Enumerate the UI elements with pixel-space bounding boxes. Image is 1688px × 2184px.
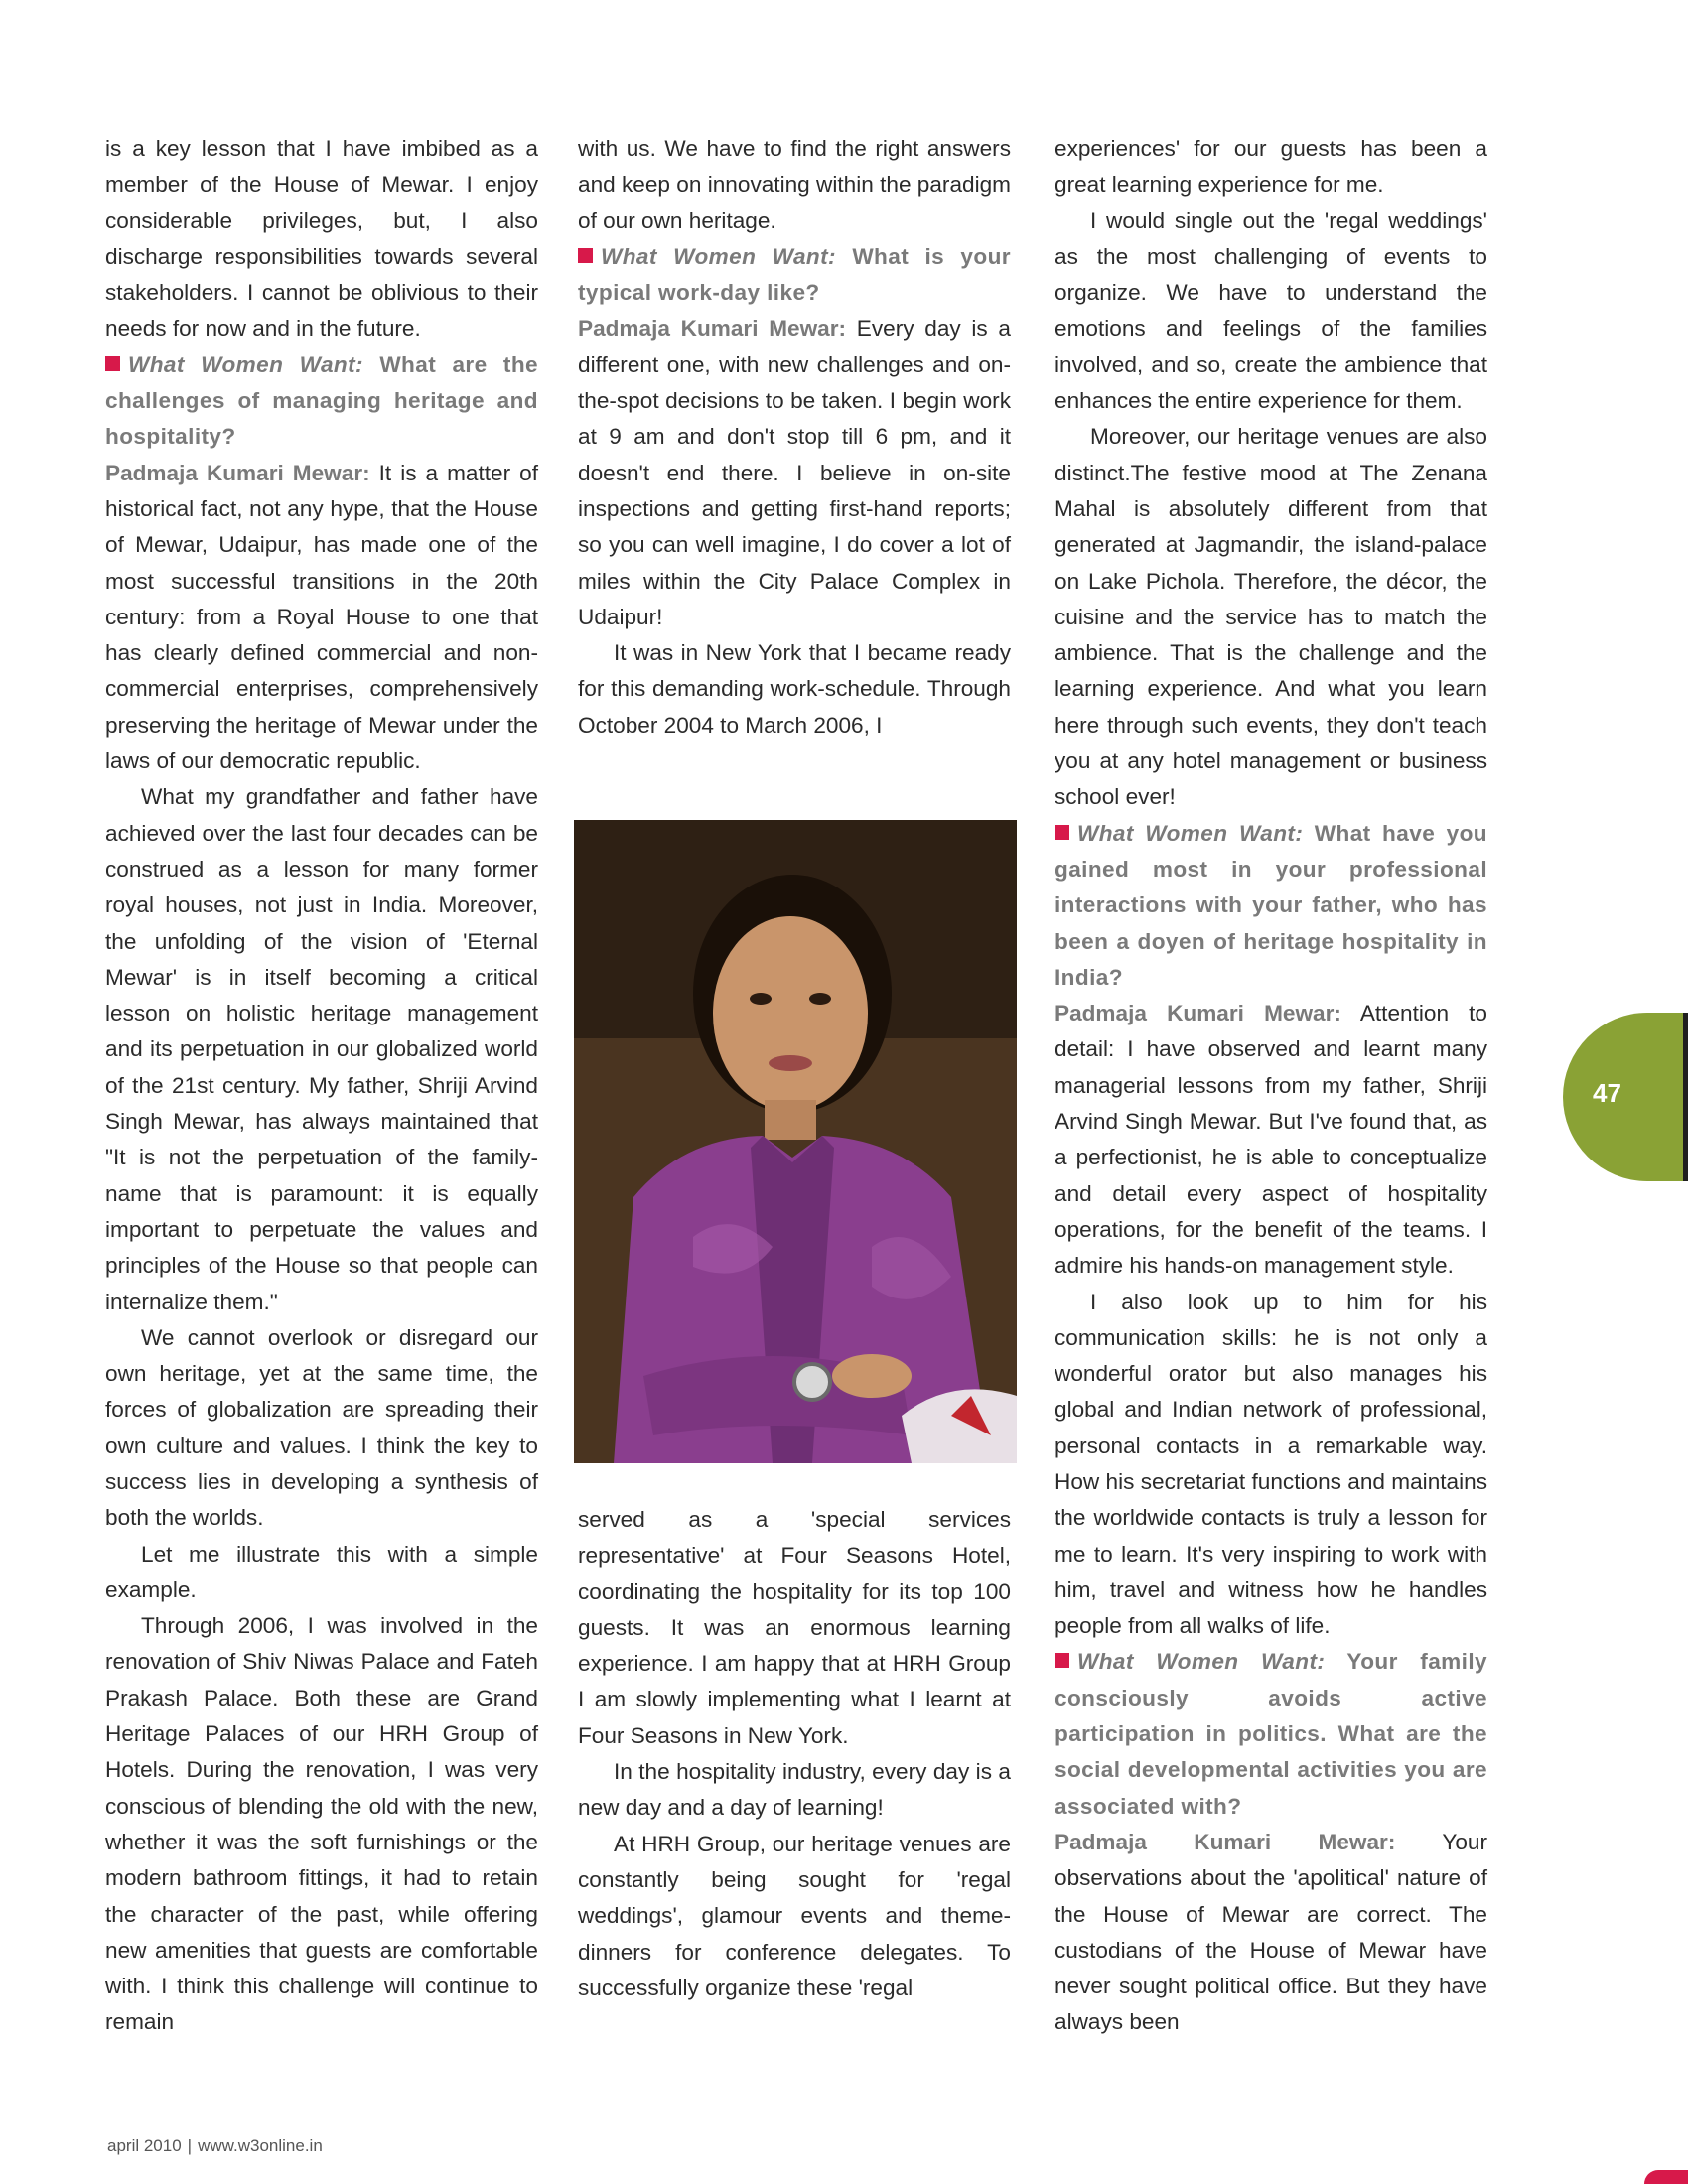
paragraph: is a key lesson that I have imbibed as a member of the House of Mewar. I enjoy considerable privileges, but, I also discharge responsibilities towards several stakeholders. I cannot be oblivious to their needs for now and in the future. <box>105 136 538 341</box>
bullet-square-icon <box>1055 1653 1069 1668</box>
interview-question <box>105 347 538 456</box>
portrait-illustration <box>574 820 1017 1463</box>
interview-question <box>578 239 1011 312</box>
question-brand: What Women Want: <box>1077 820 1304 846</box>
question-brand: What Women Want: <box>1077 1649 1326 1675</box>
issue-date: april 2010 <box>107 2136 182 2155</box>
speaker-label: Padmaja Kumari Mewar: <box>1055 1001 1341 1026</box>
question-brand: What Women Want: <box>601 243 836 269</box>
paragraph: Let me illustrate this with a simple example. <box>105 1541 538 1602</box>
paragraph: What my grandfather and father have achieved over the last four decades can be construed as a lesson for many former royal houses, not just in India. Moreover, the unfolding of the vision of 'Eternal Mewar' is in itself becoming a critical lesson on holistic heritage management and its perpetuation in our globalized world of the 21st century. My father, Shriji Arvind Singh Mewar, has always maintained that "It is not the perpetuation of the family-name that is paramount: it is equally important to perpetuate the values and principles of the House so that people can internalize them." <box>105 784 538 1314</box>
question-text: What is your typical work-day like? <box>578 243 1011 306</box>
speaker-label: Padmaja Kumari Mewar: <box>105 460 370 485</box>
answer-paragraph <box>1055 1825 1487 2041</box>
answer-text: Attention to detail: I have observed and learnt many managerial lessons from my father, Shriji Arvind Singh Mewar. But I've found that, as a perfectionist, he is able to conceptualize and detail every aspect of hospitality operations, for the benefit of the teams. I admire his hands-on management style. <box>1055 1001 1487 1279</box>
paragraph: We cannot overlook or disregard our own heritage, yet at the same time, the forces of globalization are spreading their own culture and values. I think the key to success lies in developing a synthesis of both the worlds. <box>105 1324 538 1531</box>
page-footer <box>107 2136 323 2156</box>
interview-question <box>1055 816 1487 996</box>
page-number: 47 <box>1593 1078 1621 1108</box>
speaker-label: Padmaja Kumari Mewar: <box>1055 1829 1396 1854</box>
answer-paragraph <box>105 456 538 780</box>
paragraph: In the hospitality industry, every day is a new day and a day of learning! <box>578 1759 1011 1821</box>
bullet-square-icon <box>1055 825 1069 840</box>
interview-question <box>1055 1644 1487 1824</box>
article-column-1 <box>105 131 538 2041</box>
paragraph: Through 2006, I was involved in the renovation of Shiv Niwas Palace and Fateh Prakash Palace. Both these are Grand Heritage Palaces of our HRH Group of Hotels. During the renovation, I was very conscious of blending the old with the new, whether it was the soft furnishings or the modern bathroom fittings, it had to retain the character of the past, while offering new amenities that guests are comfortable with. I think this challenge will continue to remain <box>105 1613 538 2035</box>
website-url: www.w3online.in <box>198 2136 323 2155</box>
question-text: What have you gained most in your professional interactions with your father, who has been a doyen of heritage hospitality in India? <box>1055 820 1487 990</box>
bullet-square-icon <box>105 356 120 371</box>
answer-text: Your observations about the 'apolitical' nature of the House of Mewar are correct. The custodians of the House of Mewar have never sought political office. But they have always been <box>1055 1829 1487 2035</box>
answer-paragraph <box>578 311 1011 635</box>
paragraph: experiences' for our guests has been a great learning experience for me. <box>1055 136 1487 198</box>
bullet-square-icon <box>578 248 593 263</box>
question-text: Your family consciously avoids active participation in politics. What are the social developmental activities you are associated with? <box>1055 1649 1487 1819</box>
corner-accent <box>1644 2170 1688 2184</box>
paragraph: At HRH Group, our heritage venues are constantly being sought for 'regal weddings', glamour events and theme-dinners for conference delegates. To successfully organize these 'regal <box>578 1831 1011 2000</box>
paragraph: Moreover, our heritage venues are also distinct.The festive mood at The Zenana Mahal is absolutely different from that generated at Jagmandir, the island-palace on Lake Pichola. Therefore, the décor, the cuisine and the service has to match the ambience. That is the challenge and the learning experience. And what you learn here through such events, they don't teach you at any hotel management or business school ever! <box>1055 424 1487 810</box>
question-brand: What Women Want: <box>128 351 363 377</box>
question-text: What are the challenges of managing heritage and hospitality? <box>105 351 538 450</box>
answer-text: Every day is a different one, with new challenges and on-the-spot decisions to be taken. I begin work at 9 am and don't stop till 6 pm, and it doesn't end there. I believe in on-site inspections and getting first-hand reports; so you can well imagine, I do cover a lot of miles within the City Palace Complex in Udaipur! <box>578 316 1011 629</box>
answer-paragraph <box>1055 996 1487 1284</box>
speaker-label: Padmaja Kumari Mewar: <box>578 316 847 341</box>
paragraph: with us. We have to find the right answers and keep on innovating within the paradigm of our own heritage. <box>578 136 1011 233</box>
page-number-tab <box>1563 1013 1688 1181</box>
paragraph: served as a 'special services representative' at Four Seasons Hotel, coordinating the hospitality for its top 100 guests. It was an enormous learning experience. I am happy that at HRH Group I am slowly implementing what I learnt at Four Seasons in New York. <box>578 1507 1011 1748</box>
paragraph: It was in New York that I became ready for this demanding work-schedule. Through October 2004 to March 2006, I <box>578 640 1011 738</box>
paragraph: I would single out the 'regal weddings' as the most challenging of events to organize. We have to understand the emotions and feelings of the families involved, and so, create the ambience that enhances the entire experience for them. <box>1055 207 1487 414</box>
paragraph: I also look up to him for his communication skills: he is not only a wonderful orator but also manages his global and Indian network of professional, personal contacts in a remarkable way. How his secretariat functions and maintains the worldwide contacts is truly a lesson for me to learn. It's very inspiring to work with him, travel and witness how he handles people from all walks of life. <box>1055 1289 1487 1639</box>
article-column-2-bottom <box>578 1502 1011 2006</box>
article-column-3 <box>1055 131 1487 2041</box>
footer-divider: | <box>187 2136 193 2155</box>
portrait-photo <box>574 820 1017 1463</box>
article-column-2-top <box>578 131 1011 744</box>
answer-text: It is a matter of historical fact, not any hype, that the House of Mewar, Udaipur, has made one of the most successful transitions in the 20th century: from a Royal House to one that has clearly defined commercial and non-commercial enterprises, comprehensively preserving the heritage of Mewar under the laws of our democratic republic. <box>105 460 538 774</box>
